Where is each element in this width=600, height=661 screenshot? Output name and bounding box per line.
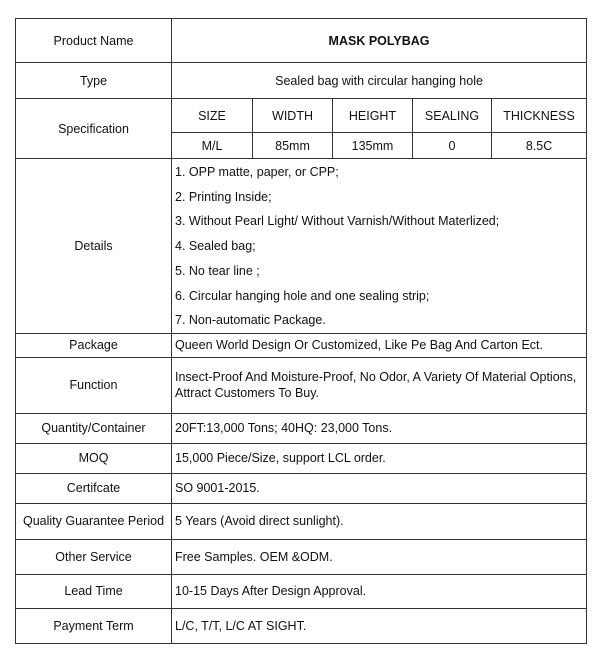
function-value: Insect-Proof And Moisture-Proof, No Odor, A Variety Of Material Options, Attract Customers To Buy.: [172, 357, 587, 413]
details-item: 3. Without Pearl Light/ Without Varnish/Without Materlized;: [175, 214, 500, 229]
details-item: 2. Printing Inside;: [175, 189, 272, 204]
guarantee-value: 5 Years (Avoid direct sunlight).: [172, 503, 587, 539]
function-label: Function: [16, 357, 172, 413]
spec-header-height: HEIGHT: [333, 99, 413, 133]
details-item: 1. OPP matte, paper, or CPP;: [175, 165, 339, 179]
row-quantity: [16, 413, 587, 443]
row-package: [16, 333, 587, 357]
specification-label: Specification: [16, 99, 172, 159]
row-product-name: [16, 19, 587, 63]
other-service-value: Free Samples. OEM &ODM.: [172, 539, 587, 574]
package-value: Queen World Design Or Customized, Like Pe Bag And Carton Ect.: [172, 333, 587, 357]
moq-label: MOQ: [16, 443, 172, 473]
certificate-label: Certifcate: [16, 473, 172, 503]
spec-value-thickness: 8.5C: [492, 133, 587, 159]
lead-time-value: 10-15 Days After Design Approval.: [172, 574, 587, 608]
row-moq: [16, 443, 587, 473]
details-item: 7. Non-automatic Package.: [175, 313, 326, 328]
type-label: Type: [16, 63, 172, 99]
details-item: 4. Sealed bag;: [175, 239, 256, 254]
certificate-value: SO 9001-2015.: [172, 473, 587, 503]
spec-header-thickness: THICKNESS: [492, 99, 587, 133]
spec-header-width: WIDTH: [253, 99, 333, 133]
product-spec-table: [15, 18, 587, 644]
lead-time-label: Lead Time: [16, 574, 172, 608]
type-value: Sealed bag with circular hanging hole: [172, 63, 587, 99]
payment-term-label: Payment Term: [16, 608, 172, 643]
row-type: [16, 63, 587, 99]
details-list: [175, 159, 583, 333]
product-name-value: MASK POLYBAG: [172, 19, 587, 63]
row-other-service: [16, 539, 587, 574]
details-list-cell: [172, 159, 587, 334]
row-lead-time: [16, 574, 587, 608]
spec-value-width: 85mm: [253, 133, 333, 159]
product-name-label: Product Name: [16, 19, 172, 63]
spec-value-height: 135mm: [333, 133, 413, 159]
quantity-label: Quantity/Container: [16, 413, 172, 443]
spec-value-sealing: 0: [413, 133, 492, 159]
details-item: 5. No tear line ;: [175, 263, 260, 278]
package-label: Package: [16, 333, 172, 357]
details-label: Details: [16, 159, 172, 334]
row-payment-term: [16, 608, 587, 643]
row-specification-headers: [16, 99, 587, 133]
guarantee-label: Quality Guarantee Period: [16, 503, 172, 539]
spec-value-size: M/L: [172, 133, 253, 159]
moq-value: 15,000 Piece/Size, support LCL order.: [172, 443, 587, 473]
row-certificate: [16, 473, 587, 503]
row-function: [16, 357, 587, 413]
spec-header-sealing: SEALING: [413, 99, 492, 133]
other-service-label: Other Service: [16, 539, 172, 574]
spec-header-size: SIZE: [172, 99, 253, 133]
payment-term-value: L/C, T/T, L/C AT SIGHT.: [172, 608, 587, 643]
quantity-value: 20FT:13,000 Tons; 40HQ: 23,000 Tons.: [172, 413, 587, 443]
row-guarantee: [16, 503, 587, 539]
details-item: 6. Circular hanging hole and one sealing strip;: [175, 288, 430, 303]
row-details: [16, 159, 587, 334]
